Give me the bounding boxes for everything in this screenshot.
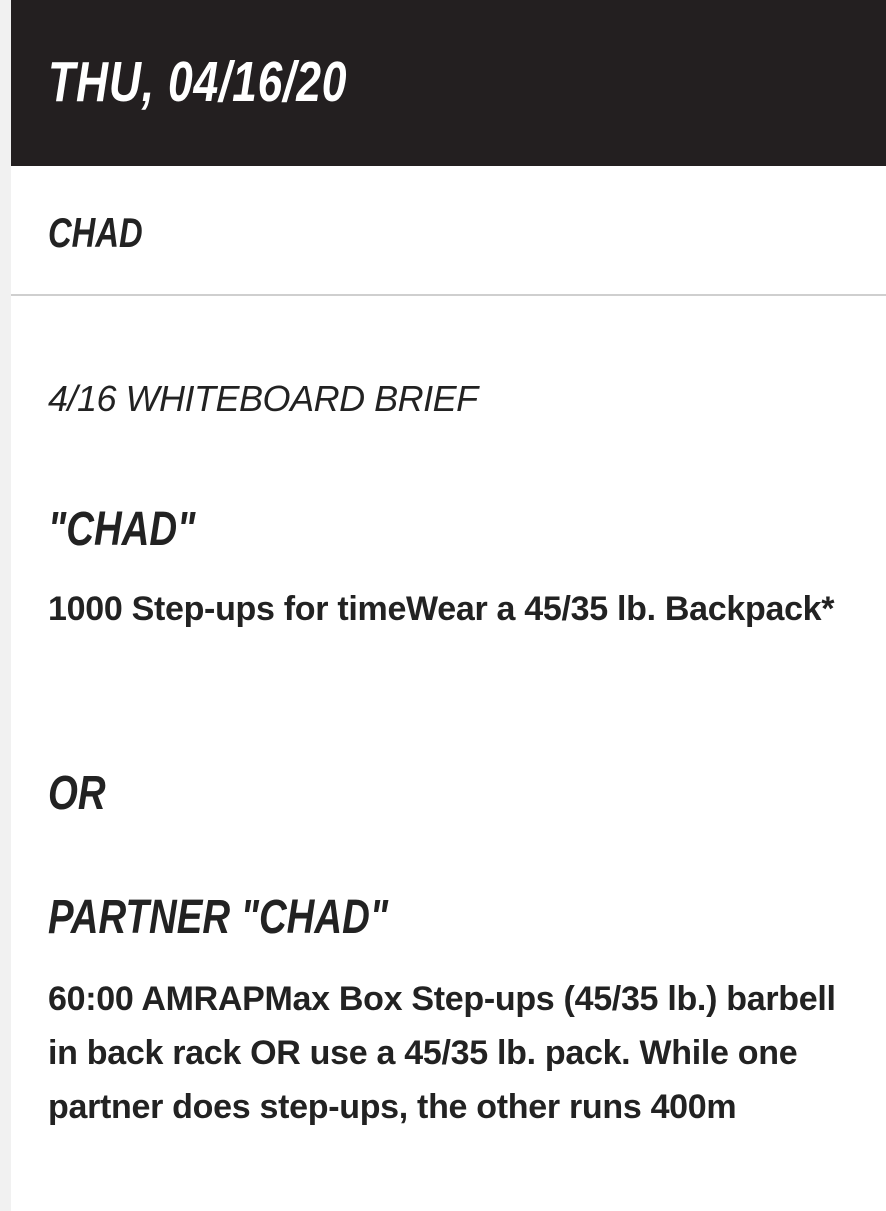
date-header-bar xyxy=(11,0,886,166)
page-left-edge xyxy=(0,0,11,1211)
workout-name: CHAD xyxy=(48,209,143,256)
option2-description: 60:00 AMRAPMax Box Step-ups (45/35 lb.) barbell in back rack OR use a 45/35 lb. pack. While one partner does step-ups, the other runs 400m xyxy=(48,980,836,1126)
option2-heading: PARTNER "CHAD" xyxy=(48,891,389,944)
whiteboard-brief-title: 4/16 WHITEBOARD BRIEF xyxy=(48,378,478,419)
workout-date: THU, 04/16/20 xyxy=(48,50,348,114)
option1-heading: "CHAD" xyxy=(48,503,196,556)
option1-description: 1000 Step-ups for timeWear a 45/35 lb. Backpack* xyxy=(48,590,835,628)
workout-name-row[interactable] xyxy=(11,166,886,296)
separator-or: OR xyxy=(48,767,106,820)
